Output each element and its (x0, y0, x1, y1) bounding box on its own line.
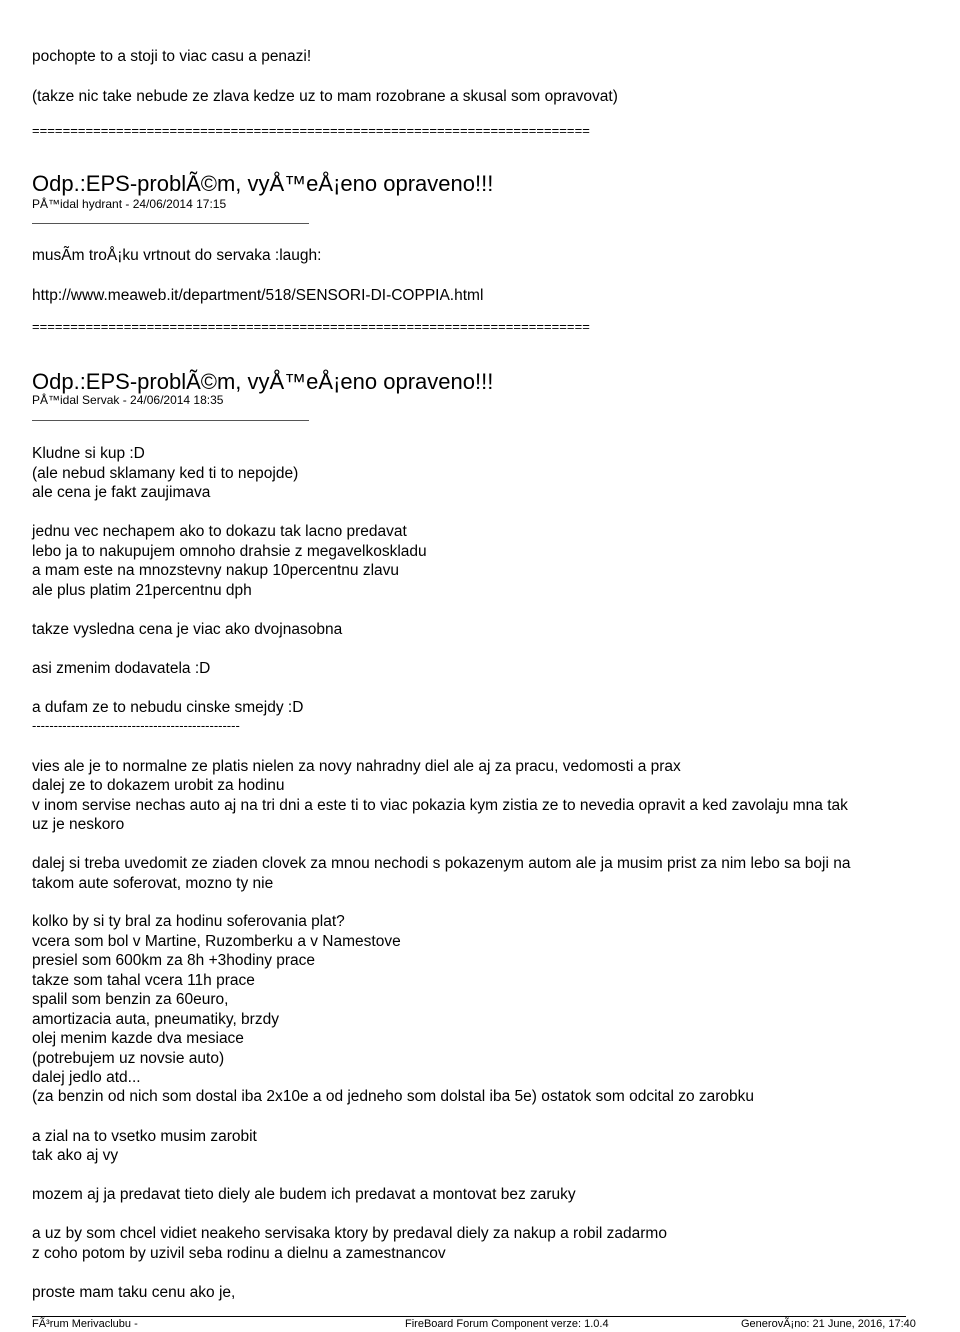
post2-line: lebo ja to nakupujem omnoho drahsie z megavelkoskladu (32, 543, 427, 560)
post2-line: vcera som bol v Martine, Ruzomberku a v Namestove (32, 933, 401, 950)
post2-line: a dufam ze to nebudu cinske smejdy :D (32, 699, 304, 716)
post2-line: uz je neskoro (32, 816, 125, 833)
post2-line: ale cena je fakt zaujimava (32, 484, 211, 501)
post-divider-1 (32, 223, 309, 224)
post2-line: proste mam taku cenu ako je, (32, 1284, 236, 1301)
post2-line: asi zmenim dodavatela :D (32, 660, 211, 677)
post2-line: jednu vec nechapem ako to dokazu tak lacno predavat (32, 523, 407, 540)
post2-line: kolko by si ty bral za hodinu soferovania plat? (32, 913, 345, 930)
post-divider-2 (32, 420, 309, 421)
post-title-2: Odp.:EPS-problÃ©m, vyÅ™eÅ¡eno opraveno!!! (32, 369, 494, 394)
post2-line: (potrebujem uz novsie auto) (32, 1050, 225, 1067)
post2-line: mozem aj ja predavat tieto diely ale budem ich predavat a montovat bez zaruky (32, 1186, 576, 1203)
footer-divider (32, 1316, 906, 1317)
post2-line: v inom servise nechas auto aj na tri dni a este ti to viac pokazia kym zistia ze to nevedia opravit a ked zavolaju mna tak (32, 797, 848, 814)
post2-line: takom aute soferovat, mozno ty nie (32, 875, 274, 892)
post2-line: z coho potom by uzivil seba rodinu a dielnu a zamestnancov (32, 1245, 446, 1262)
post-meta-1: PÅ™idal hydrant - 24/06/2014 17:15 (32, 197, 227, 211)
post-meta-2: PÅ™idal Servak - 24/06/2014 18:35 (32, 393, 224, 407)
post2-line: amortizacia auta, pneumatiky, brzdy (32, 1011, 279, 1028)
post2-line: spalil som benzin za 60euro, (32, 991, 229, 1008)
intro-line-2: (takze nic take nebude ze zlava kedze uz to mam rozobrane a skusal som opravovat) (32, 88, 618, 105)
post2-line: a uz by som chcel vidiet neakeho servisaka ktory by predaval diely za nakup a robil zadarmo (32, 1225, 667, 1242)
post2-line: takze vysledna cena je viac ako dvojnasobna (32, 621, 343, 638)
footer-component-version: FireBoard Forum Component verze: 1.0.4 (405, 1318, 609, 1330)
post2-line: vies ale je to normalne ze platis nielen za novy nahradny diel ale aj za pracu, vedomosti a prax (32, 758, 681, 775)
post2-line: Kludne si kup :D (32, 445, 145, 462)
separator-2: ========================================================================= (32, 319, 590, 334)
post1-link[interactable]: http://www.meaweb.it/department/518/SENSORI-DI-COPPIA.html (32, 287, 484, 304)
dash-separator: ------------------------------------------------ (32, 718, 240, 733)
post2-line: (ale nebud sklamany ked ti to nepojde) (32, 465, 299, 482)
post2-line: takze som tahal vcera 11h prace (32, 972, 255, 989)
post2-line: olej menim kazde dva mesiace (32, 1030, 244, 1047)
post2-line: dalej si treba uvedomit ze ziaden clovek za mnou nechodi s pokazenym autom ale ja musim prist za nim lebo sa boji na (32, 855, 851, 872)
footer-generated-date: GenerovÃ¡no: 21 June, 2016, 17:40 (741, 1318, 916, 1330)
post2-line: presiel som 600km za 8h +3hodiny prace (32, 952, 316, 969)
post2-line: tak ako aj vy (32, 1147, 119, 1164)
post1-line-1: musÃm troÅ¡ku vrtnout do servaka :laugh: (32, 247, 322, 264)
post2-line: a zial na to vsetko musim zarobit (32, 1128, 257, 1145)
separator-1: ========================================================================= (32, 123, 590, 138)
post2-line: ale plus platim 21percentnu dph (32, 582, 252, 599)
post2-line: (za benzin od nich som dostal iba 2x10e a od jedneho som dolstal iba 5e) ostatok som odcital zo zarobku (32, 1088, 755, 1105)
footer-forum-name: FÃ³rum Merivaclubu - (32, 1318, 138, 1330)
intro-line-1: pochopte to a stoji to viac casu a penazi! (32, 48, 312, 65)
post2-line: dalej jedlo atd... (32, 1069, 141, 1086)
post2-line: dalej ze to dokazem urobit za hodinu (32, 777, 285, 794)
post-title-1: Odp.:EPS-problÃ©m, vyÅ™eÅ¡eno opraveno!!! (32, 171, 494, 196)
post2-line: a mam este na mnozstevny nakup 10percentnu zlavu (32, 562, 400, 579)
